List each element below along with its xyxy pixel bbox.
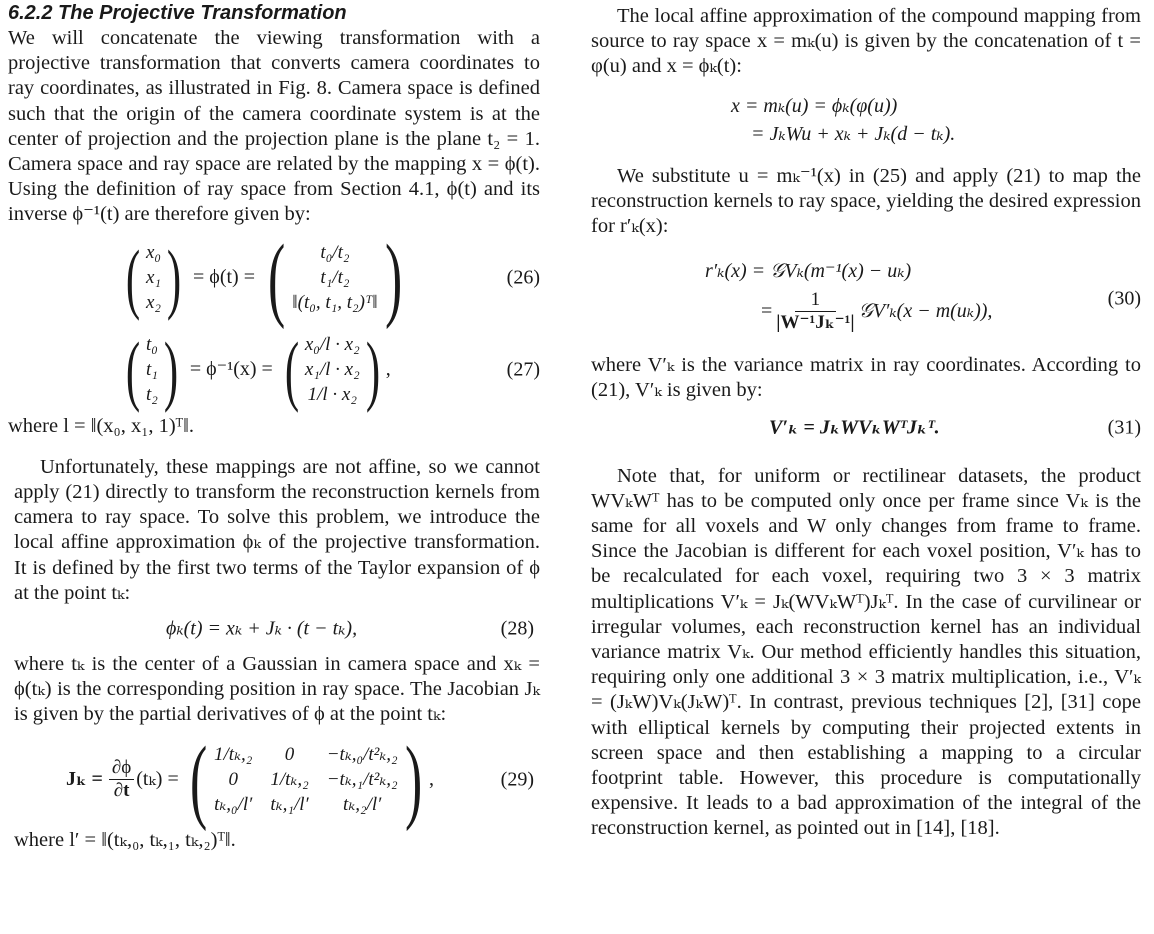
- paragraph-variance-matrix: where V′ₖ is the variance matrix in ray coordinates. According to (21), V′ₖ is given by:: [591, 354, 1141, 402]
- eq26-lhs-vector: ( x₀ x₁ x₂ ): [125, 233, 182, 321]
- eq30-line-2-tail: 𝒢V′ₖ(x − m(uₖ)),: [858, 300, 993, 323]
- paragraph-not-affine: Unfortunately, these mappings are not affine, so we cannot apply (21) directly to transform the reconstruction kernels from camera to ray space. To solve this problem, we introduce the local affine approximation ϕₖ of the projective transformation. It is defined by the first two terms of the Taylor expansion of ϕ at the point tₖ:: [14, 455, 540, 604]
- paragraph-gaussian-center: where tₖ is the center of a Gaussian in camera space and xₖ = ϕ(tₖ) is the corresponding position in ray space. The Jacobian Jₖ is given by the partial derivatives of ϕ at the point tₖ:: [14, 653, 540, 726]
- eq30-frac-num: 1: [795, 289, 837, 312]
- equation-number-26: (26): [506, 266, 540, 289]
- equation-30: r′ₖ(x) = 𝒢Vₖ(m⁻¹(x) − uₖ) = $\frac{1}{\text{|W⁻¹Jₖ⁻¹|}}$ 𝒢V′ₖ(x − m(uₖ)), (30): [705, 260, 1141, 334]
- eq27-rhs-cell: 1/l · x₂: [307, 384, 357, 406]
- equation-number-29: (29): [500, 768, 534, 791]
- eq29-cell: −tₖ,₁/t²ₖ,₂: [326, 769, 398, 791]
- eq29-matrix: ( 1/tₖ,₂ 0 −tₖ,₀/t²ₖ,₂ 0 1/tₖ,₂ −tₖ,₁/t²ₖ,₂ tₖ,₀/l′ tₖ,₁/l′ tₖ,₂/l′ ): [189, 727, 422, 832]
- eq26-lhs-cell: x₁: [145, 267, 162, 289]
- compound-eq-line-1: x = mₖ(u) = ϕₖ(φ(u)): [731, 94, 898, 117]
- eq27-rhs-cell: x₁/l · x₂: [304, 359, 360, 381]
- eq27-mid: = ϕ⁻¹(x) =: [189, 358, 273, 381]
- eq30-fraction: [776, 289, 854, 334]
- where-lprime-text: where l′ = ‖(tₖ,₀, tₖ,₁, tₖ,₂)ᵀ‖.: [14, 828, 236, 851]
- eq30-line-1: r′ₖ(x) = 𝒢Vₖ(m⁻¹(x) − uₖ): [705, 260, 912, 283]
- eq29-cell: 0: [228, 769, 238, 791]
- eq29-cell: 0: [284, 744, 295, 766]
- eq26-rhs-vector: ( t₀/t₂ t₁/t₂ ‖(t₀, t₁, t₂)ᵀ‖ ): [268, 225, 402, 330]
- eq27-lhs-vector: ( t₀ t₁ t₂ ): [125, 325, 179, 413]
- equation-29: Jₖ = $\frac{\partial\phi}{\partial t}$ (tₖ) = ( 1/tₖ,₂ 0 −tₖ,₀/t²ₖ,₂ 0 1/tₖ,₂ −tₖ,₁/t²ₖ,₂ tₖ,₀/l′ tₖ,₁/l′ tₖ,₂/l′ ) , (29): [66, 727, 534, 832]
- eq29-cell: 1/tₖ,₂: [270, 769, 309, 791]
- section-heading: 6.2.2 The Projective Transformation: [8, 2, 347, 24]
- paragraph-substitute: We substitute u = mₖ⁻¹(x) in (25) and apply (21) to map the reconstruction kernels to ray space, yielding the desired expression for r′ₖ(x):: [591, 164, 1141, 238]
- eq31-text: V′ₖ = JₖWVₖWᵀJₖᵀ.: [769, 416, 940, 439]
- eq29-partial-fraction: [109, 757, 134, 802]
- equation-31: [591, 410, 1141, 446]
- eq29-cell: −tₖ,₀/t²ₖ,₂: [326, 744, 398, 766]
- compound-eq-line-2: = JₖWu + xₖ + Jₖ(d − tₖ).: [751, 122, 956, 145]
- eq26-rhs-cell: ‖(t₀, t₁, t₂)ᵀ‖: [292, 292, 378, 314]
- eq26-rhs-cell: t₀/t₂: [320, 242, 350, 264]
- equation-number-31: (31): [1107, 416, 1141, 439]
- equation-number-27: (27): [506, 358, 540, 381]
- equation-compound-mapping: [591, 94, 1141, 150]
- paragraph-projective-intro: We will concatenate the viewing transformation with a projective transformation that converts camera coordinates to ray coordinates, as illustrated in Fig. 8. Camera space is defined such that the origin of the camera coordinate system is at the center of projection and the projection plane is the plane t₂ = 1. Camera space and ray space are related by the mapping x = ϕ(t). Using the definition of ray space from Section 4.1, ϕ(t) and its inverse ϕ⁻¹(t) are therefore given by:: [8, 27, 540, 226]
- eq30-frac-den: |W⁻¹Jₖ⁻¹|: [776, 312, 855, 334]
- eq29-frac-num: ∂ϕ: [109, 757, 134, 780]
- eq29-lhs: Jₖ =: [66, 768, 103, 791]
- eq26-rhs-cell: t₁/t₂: [320, 267, 350, 289]
- eq29-arg: (tₖ) =: [136, 768, 179, 791]
- eq26-lhs-cell: x₀: [145, 242, 162, 264]
- equation-number-30: (30): [1107, 287, 1141, 310]
- eq27-rhs-cell: x₀/l · x₂: [304, 334, 360, 356]
- eq27-lhs-cell: t₂: [145, 384, 158, 406]
- paragraph-local-affine: The local affine approximation of the compound mapping from source to ray space x = mₖ(u) is given by the concatenation of t = φ(u) and x = ϕₖ(t):: [591, 5, 1141, 78]
- where-l-text: where l = ‖(x₀, x₁, 1)ᵀ‖.: [8, 414, 194, 437]
- eq26-lhs-cell: x₂: [145, 292, 162, 314]
- eq29-cell: tₖ,₁/l′: [270, 794, 309, 816]
- equation-number-28: (28): [500, 617, 534, 640]
- equation-27: ( t₀ t₁ t₂ ) = ϕ⁻¹(x) = ( x₀/l · x₂ x₁/l · x₂ 1/l · x₂ ) , (27): [8, 328, 540, 412]
- eq27-lhs-cell: t₀: [145, 334, 158, 356]
- equation-28: [8, 606, 540, 652]
- left-column: [8, 0, 540, 853]
- equation-26: [8, 225, 540, 330]
- eq27-rhs-vector: ( x₀/l · x₂ x₁/l · x₂ 1/l · x₂ ): [284, 325, 380, 413]
- eq29-frac-den: ∂t: [113, 780, 130, 802]
- eq26-mid: = ϕ(t) =: [193, 266, 255, 289]
- eq27-lhs-cell: t₁: [145, 359, 158, 381]
- eq29-cell: tₖ,₀/l′: [214, 794, 253, 816]
- eq29-cell: tₖ,₂/l′: [343, 794, 382, 816]
- right-column: [591, 0, 1141, 842]
- paragraph-uniform-datasets: Note that, for uniform or rectilinear datasets, the product WVₖWᵀ has to be computed only once per frame since Vₖ is the same for all voxels and W only changes from frame to frame. Since the Jacobian is different for each voxel position, V′ₖ has to be recalculated for each voxel, requiring two 3 × 3 matrix multiplications V′ₖ = Jₖ(WVₖWᵀ)Jₖᵀ. In the case of curvilinear or irregular volumes, each reconstruction kernel has an individual variance matrix Vₖ. Our method efficiently handles this situation, requiring only one additional 3 × 3 matrix multiplication, i.e., V′ₖ = (JₖW)Vₖ(JₖW)ᵀ. In contrast, previous techniques [2], [31] cope with elliptical kernels by computing their projected extents in screen space and then establishing a mapping to a circular footprint table. However, this procedure is computationally expensive. It leads to a bad approximation of the integral of the reconstruction kernel, as pointed out in [14], [18].: [591, 464, 1141, 840]
- eq29-cell: 1/tₖ,₂: [214, 744, 253, 766]
- eq28-text: ϕₖ(t) = xₖ + Jₖ · (t − tₖ),: [166, 617, 358, 640]
